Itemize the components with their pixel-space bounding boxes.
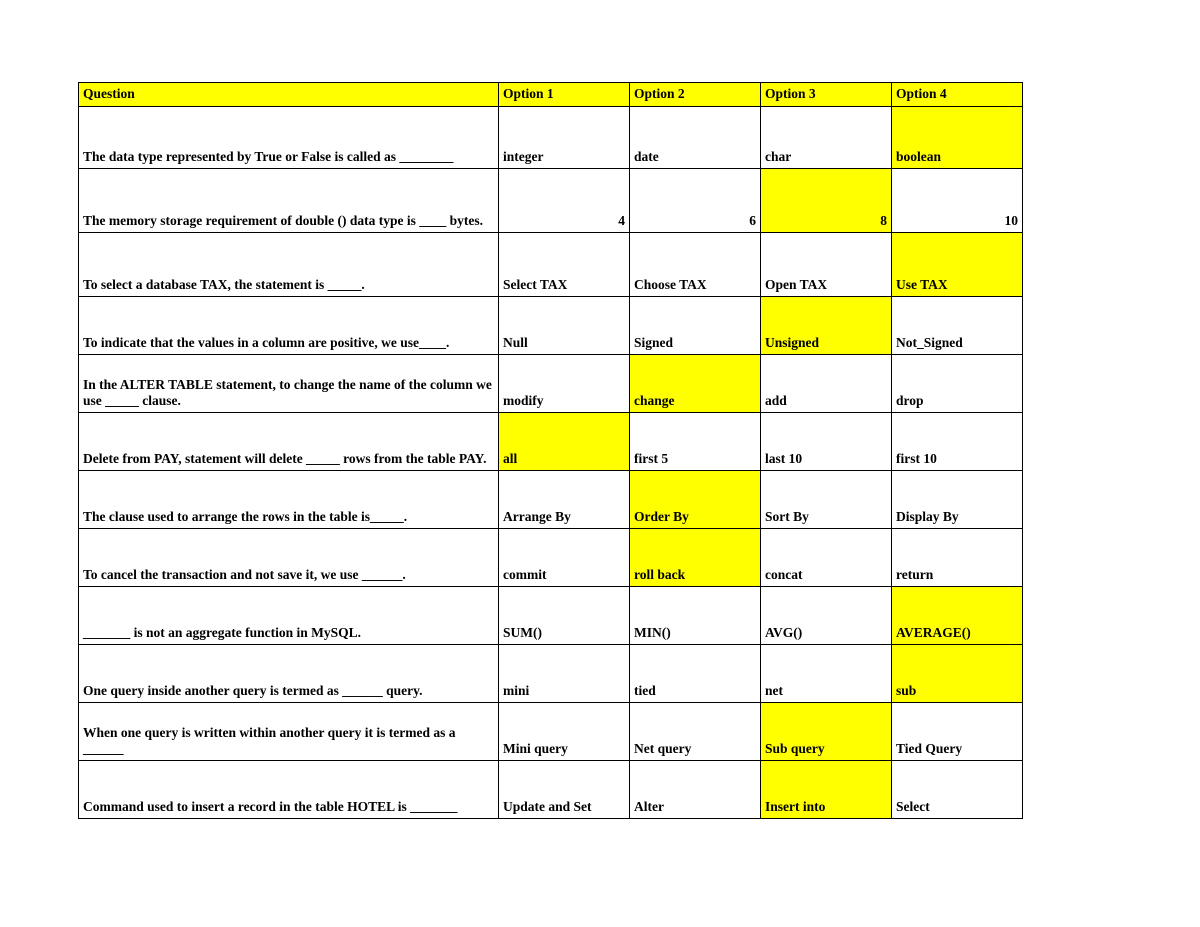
table-body — [79, 83, 1023, 819]
option-cell-4: Select — [892, 761, 1023, 819]
option-cell-3: Sub query — [761, 703, 892, 761]
table-row — [79, 587, 1023, 645]
question-cell: When one query is written within another query it is termed as a ______ — [79, 703, 499, 761]
option-cell-1: modify — [499, 355, 630, 413]
table-row — [79, 471, 1023, 529]
option-cell-2: date — [630, 107, 761, 169]
table-row — [79, 233, 1023, 297]
option-cell-1: Null — [499, 297, 630, 355]
option-cell-3: concat — [761, 529, 892, 587]
question-cell: _______ is not an aggregate function in MySQL. — [79, 587, 499, 645]
option-cell-2: Signed — [630, 297, 761, 355]
option-cell-3: Open TAX — [761, 233, 892, 297]
question-cell: In the ALTER TABLE statement, to change the name of the column we use _____ clause. — [79, 355, 499, 413]
option-cell-4: AVERAGE() — [892, 587, 1023, 645]
table-row — [79, 297, 1023, 355]
table-row — [79, 107, 1023, 169]
option-cell-3: Unsigned — [761, 297, 892, 355]
option-cell-4: 10 — [892, 169, 1023, 233]
option-cell-3: 8 — [761, 169, 892, 233]
table-row — [79, 703, 1023, 761]
table-header-row — [79, 83, 1023, 107]
option-cell-4: Use TAX — [892, 233, 1023, 297]
option-cell-2: Net query — [630, 703, 761, 761]
question-cell: Command used to insert a record in the table HOTEL is _______ — [79, 761, 499, 819]
option-cell-1: all — [499, 413, 630, 471]
question-cell: To cancel the transaction and not save it, we use ______. — [79, 529, 499, 587]
table-row — [79, 169, 1023, 233]
option-cell-3: char — [761, 107, 892, 169]
option-cell-3: AVG() — [761, 587, 892, 645]
option-cell-2: Alter — [630, 761, 761, 819]
option-cell-3: add — [761, 355, 892, 413]
option-cell-2: Choose TAX — [630, 233, 761, 297]
option-cell-4: Tied Query — [892, 703, 1023, 761]
question-cell: The clause used to arrange the rows in the table is_____. — [79, 471, 499, 529]
column-header-option-3: Option 3 — [761, 83, 892, 107]
option-cell-2: tied — [630, 645, 761, 703]
option-cell-1: Update and Set — [499, 761, 630, 819]
option-cell-1: commit — [499, 529, 630, 587]
option-cell-1: Select TAX — [499, 233, 630, 297]
column-header-option-4: Option 4 — [892, 83, 1023, 107]
option-cell-2: first 5 — [630, 413, 761, 471]
option-cell-3: net — [761, 645, 892, 703]
option-cell-2: roll back — [630, 529, 761, 587]
question-cell: To select a database TAX, the statement is _____. — [79, 233, 499, 297]
column-header-option-2: Option 2 — [630, 83, 761, 107]
option-cell-3: Sort By — [761, 471, 892, 529]
option-cell-4: drop — [892, 355, 1023, 413]
question-table — [78, 82, 1023, 819]
column-header-option-1: Option 1 — [499, 83, 630, 107]
option-cell-1: Arrange By — [499, 471, 630, 529]
option-cell-4: boolean — [892, 107, 1023, 169]
column-header-question: Question — [79, 83, 499, 107]
option-cell-1: 4 — [499, 169, 630, 233]
question-cell: The memory storage requirement of double () data type is ____ bytes. — [79, 169, 499, 233]
option-cell-2: Order By — [630, 471, 761, 529]
option-cell-4: sub — [892, 645, 1023, 703]
option-cell-4: first 10 — [892, 413, 1023, 471]
question-cell: The data type represented by True or False is called as ________ — [79, 107, 499, 169]
option-cell-3: Insert into — [761, 761, 892, 819]
question-bank-sheet — [78, 82, 1022, 819]
table-row — [79, 761, 1023, 819]
option-cell-1: SUM() — [499, 587, 630, 645]
question-cell: To indicate that the values in a column are positive, we use____. — [79, 297, 499, 355]
option-cell-3: last 10 — [761, 413, 892, 471]
option-cell-4: Display By — [892, 471, 1023, 529]
table-row — [79, 413, 1023, 471]
option-cell-2: 6 — [630, 169, 761, 233]
option-cell-1: integer — [499, 107, 630, 169]
question-cell: One query inside another query is termed as ______ query. — [79, 645, 499, 703]
table-row — [79, 645, 1023, 703]
table-row — [79, 529, 1023, 587]
option-cell-4: return — [892, 529, 1023, 587]
option-cell-2: MIN() — [630, 587, 761, 645]
table-row — [79, 355, 1023, 413]
option-cell-1: Mini query — [499, 703, 630, 761]
option-cell-4: Not_Signed — [892, 297, 1023, 355]
question-cell: Delete from PAY, statement will delete _____ rows from the table PAY. — [79, 413, 499, 471]
option-cell-2: change — [630, 355, 761, 413]
option-cell-1: mini — [499, 645, 630, 703]
